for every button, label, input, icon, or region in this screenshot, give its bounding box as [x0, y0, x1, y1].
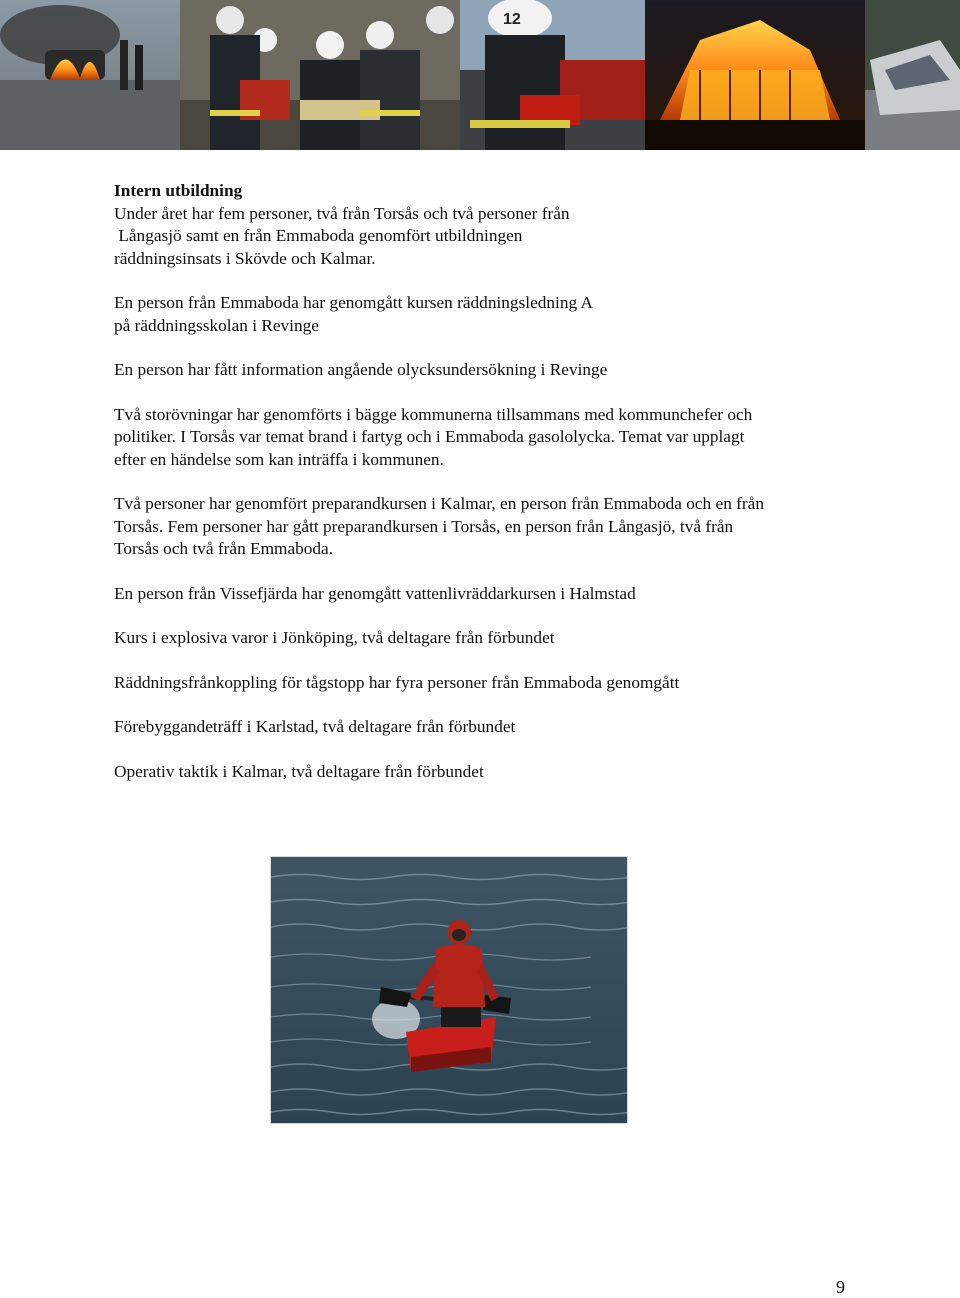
text-line: räddningsinsats i Skövde och Kalmar.: [114, 248, 376, 268]
text-line: Under året har fem personer, två från Torsås och två personer från: [114, 203, 570, 223]
water-rescue-photo: [270, 856, 628, 1124]
paragraph-9: [114, 716, 874, 739]
rescue-crew-photo: [180, 0, 460, 150]
paragraph-3: [114, 359, 874, 382]
text-line: Torsås. Fem personer har gått preparandkursen i Torsås, en person från Långasjö, två från: [114, 516, 734, 536]
text-line: Två storövningar har genomförts i bägge kommunerna tillsammans med kommunchefer och: [114, 404, 753, 424]
paragraph-6: [114, 583, 874, 606]
text-line: efter en händelse som kan inträffa i kommunen.: [114, 449, 444, 469]
text-line: Två personer har genomfört preparandkursen i Kalmar, en person från Emmaboda och en från: [114, 494, 764, 513]
text-line: på räddningsskolan i Revinge: [114, 315, 319, 335]
text-line: Operativ taktik i Kalmar, två deltagare från förbundet: [114, 761, 484, 781]
paragraph-1: [114, 203, 874, 271]
text-line: Förebyggandeträff i Karlstad, två deltagare från förbundet: [114, 717, 516, 736]
firefighter-cutter-photo: [460, 0, 645, 150]
paragraph-5: [114, 493, 874, 561]
house-fire-photo: [645, 0, 865, 150]
car-crash-photo: [865, 0, 960, 150]
text-line: En person från Vissefjärda har genomgått vattenlivräddarkursen i Halmstad: [114, 583, 636, 603]
text-line: politiker. I Torsås var temat brand i fartyg och i Emmaboda gasololycka. Temat var upplagt: [114, 427, 745, 446]
section-heading: Intern utbildning: [114, 181, 243, 200]
paragraph-4: [114, 404, 874, 472]
page-number: 9: [836, 1277, 845, 1297]
paragraph-10: [114, 761, 874, 784]
text-line: Kurs i explosiva varor i Jönköping, två deltagare från förbundet: [114, 628, 555, 647]
text-line: En person från Emmaboda har genomgått kursen räddningsledning A: [114, 293, 593, 312]
helmet-number: 12: [503, 11, 521, 28]
text-line: En person har fått information angående olycksundersökning i Revinge: [114, 360, 608, 379]
header-photo-banner: [0, 0, 960, 150]
document-body: [114, 180, 874, 783]
paragraph-2: [114, 292, 874, 337]
text-line: Räddningsfrånkoppling för tågstopp har fyra personer från Emmaboda genomgått: [114, 672, 680, 692]
text-line: Långasjö samt en från Emmaboda genomfört utbildningen: [114, 226, 523, 245]
paragraph-7: [114, 627, 874, 650]
text-line: Torsås och två från Emmaboda.: [114, 539, 334, 558]
paragraph-8: [114, 672, 874, 695]
car-fire-photo: [0, 0, 180, 150]
